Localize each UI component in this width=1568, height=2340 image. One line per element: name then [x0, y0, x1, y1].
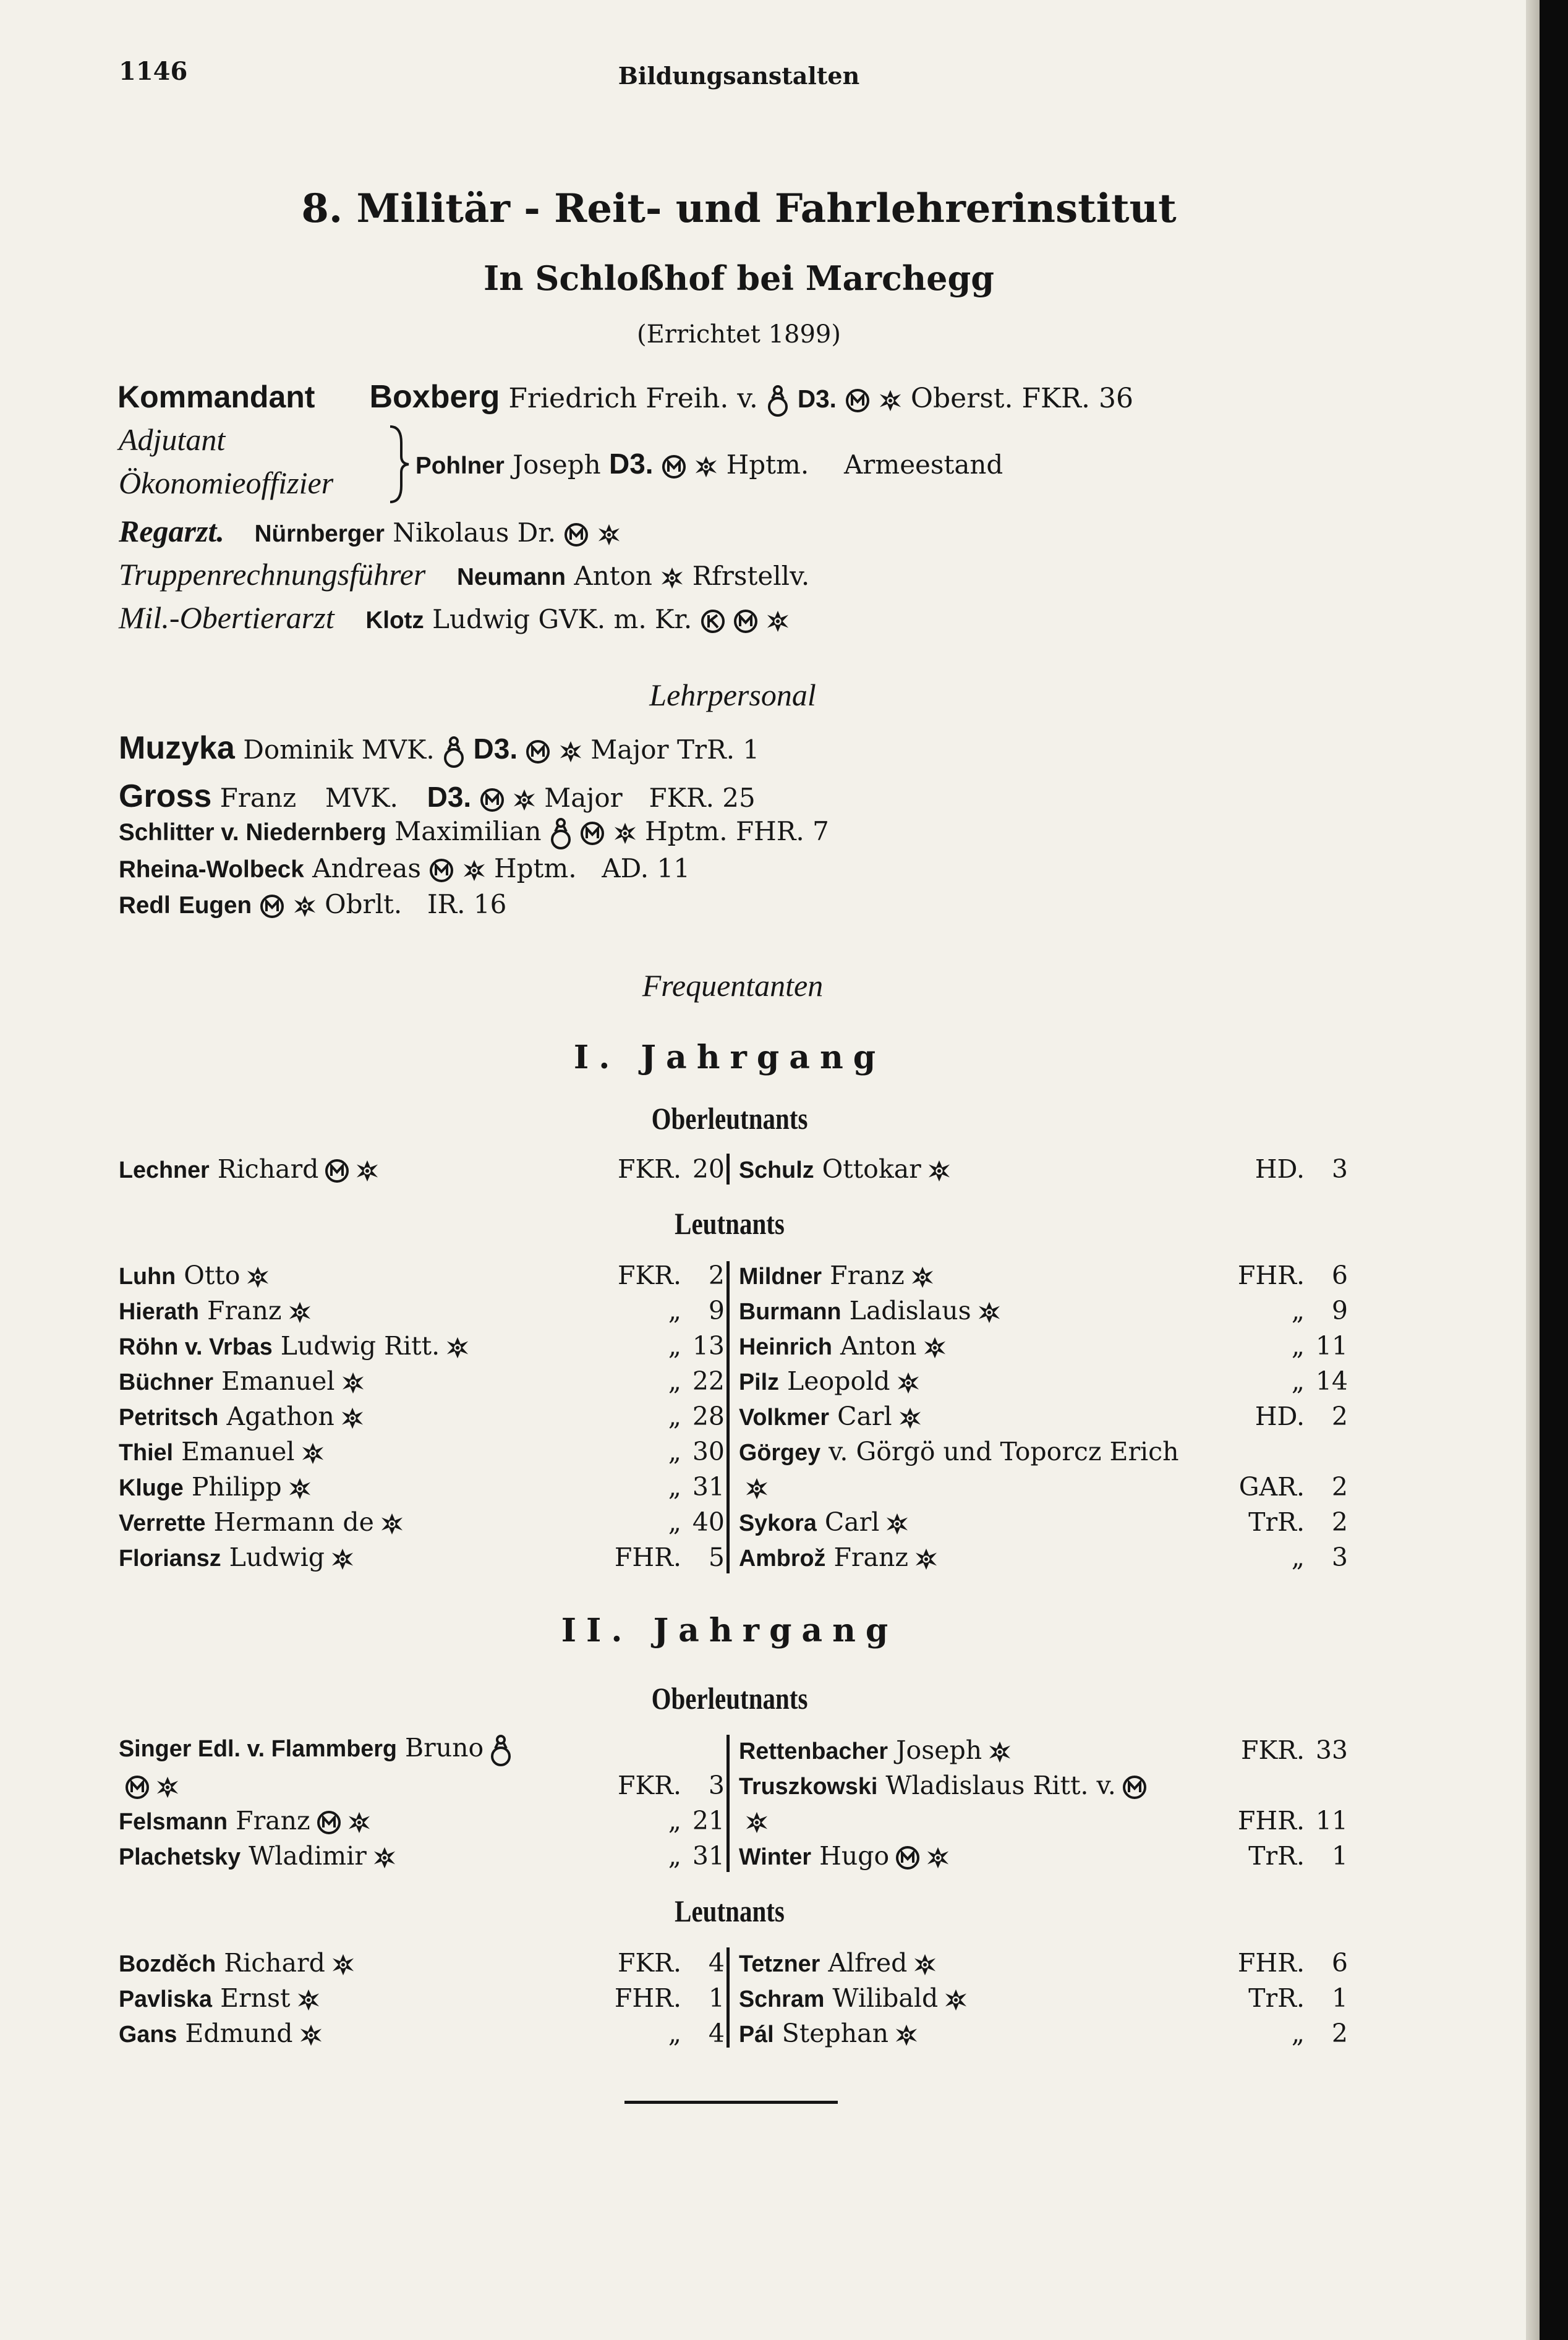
given-name: Franz: [207, 1295, 282, 1325]
cross-pattee-icon: [988, 1735, 1012, 1765]
circled-m-medal-icon: [895, 1841, 920, 1871]
frequentanten-heading: Frequentanten: [642, 968, 824, 1003]
roster-name: [119, 1151, 589, 1186]
surname: Bozděch: [119, 1950, 216, 1976]
roster-row: [119, 1434, 725, 1469]
regiment: TrR.: [1248, 1507, 1305, 1537]
given-name: Hugo: [819, 1840, 890, 1871]
roster-name: [739, 1539, 1212, 1575]
roster-row: [739, 2015, 1348, 2051]
jahrgang1-heading: I. Jahrgang: [573, 1039, 886, 1076]
surname: Kluge: [119, 1474, 184, 1500]
regiment-number: 11: [1315, 1330, 1348, 1361]
roster-name: [739, 1328, 1212, 1363]
roster-row: [739, 1732, 1348, 1768]
cross-pattee-icon: [923, 1331, 947, 1361]
regiment-number: 6: [1331, 1947, 1348, 1978]
roster-row: [119, 1328, 725, 1363]
regiment: „: [668, 1330, 681, 1361]
surname: Pavliska: [119, 1985, 213, 2012]
given-name: Carl: [824, 1507, 880, 1537]
regiment: TrR.: [1248, 1983, 1305, 2013]
regiment: „: [668, 1471, 681, 1502]
regiment: FHR.: [614, 1983, 681, 2013]
roster-name: [119, 1398, 589, 1434]
regiment-number: 2: [1331, 2018, 1348, 2048]
surname: Görgey: [739, 1439, 821, 1465]
roster-name: [739, 2015, 1212, 2051]
given-name: Anton: [840, 1330, 917, 1361]
surname: Lechner: [119, 1156, 210, 1183]
given-name: Ladislaus: [849, 1295, 971, 1325]
cross-pattee-icon: [373, 1841, 396, 1871]
pohlner-row: Pohlner Joseph D3. Hptm. Armeestand: [415, 448, 1003, 480]
roster-row: [739, 1504, 1348, 1539]
surname: Truszkowski: [739, 1772, 878, 1799]
cross-pattee-icon: [597, 517, 621, 548]
regiment-number: 3: [1331, 1154, 1348, 1184]
roster-name: [739, 1945, 1212, 1980]
regiment: FHR.: [1237, 1947, 1305, 1978]
regiment: „: [668, 1436, 681, 1466]
column-separator: [726, 1947, 730, 2048]
page-number: 1146: [119, 57, 188, 86]
roster-row: [119, 1838, 725, 1873]
regiment-number: 28: [692, 1401, 725, 1431]
circled-m-medal-icon: [564, 517, 589, 548]
obertierarzt-row: Mil.-Obertierarzt Klotz Ludwig GVK. m. Kr.: [119, 600, 790, 636]
regiment: „: [668, 1507, 681, 1537]
cross-pattee-icon: [356, 1154, 379, 1184]
cross-pattee-icon: [446, 1331, 469, 1361]
given-name: Wilibald: [832, 1983, 939, 2013]
regiment: „: [1291, 1295, 1305, 1325]
circled-m-medal-icon: [845, 383, 870, 414]
surname: Schram: [739, 1985, 825, 2012]
surname: Petritsch: [119, 1403, 219, 1430]
regiment: „: [1291, 2018, 1305, 2048]
circled-m-medal-icon: [260, 889, 284, 919]
surname: Hierath: [119, 1298, 199, 1324]
regiment-number: 21: [692, 1805, 725, 1836]
roster-row: [119, 1398, 725, 1434]
roster-name: [739, 1980, 1212, 2015]
running-title: Bildungsanstalten: [618, 62, 860, 90]
roster-row: [119, 1803, 725, 1838]
given-name: Agathon: [226, 1401, 334, 1431]
circled-m-medal-icon: [662, 449, 686, 480]
signum-laudis-icon: [490, 1733, 512, 1763]
roster-row: [119, 1293, 725, 1328]
regiment: FHR.: [614, 1542, 681, 1572]
cross-pattee-icon: [293, 889, 317, 919]
regiment-number: 2: [708, 1260, 725, 1290]
roster-row: [739, 1434, 1348, 1469]
adjutant-role: Adjutant: [119, 422, 226, 457]
regiment-number: 22: [692, 1366, 725, 1396]
signum-laudis-icon: [550, 816, 572, 846]
cross-pattee-icon: [694, 449, 718, 480]
cross-pattee-icon: [380, 1507, 404, 1537]
given-name: Richard: [217, 1154, 319, 1184]
roster-row: [119, 1539, 725, 1575]
cross-pattee-icon: [297, 1983, 320, 2013]
cross-pattee-icon: [895, 2019, 918, 2048]
founded-note: (Errichtet 1899): [637, 320, 841, 349]
roster-row: [739, 1398, 1348, 1434]
jahrgang2-ober-heading: Oberleutnants: [651, 1681, 808, 1716]
roster-row: [739, 1151, 1348, 1186]
cross-pattee-icon: [301, 1437, 325, 1466]
regiment-number: 1: [1331, 1983, 1348, 2013]
roster-row: [119, 1257, 725, 1293]
regiment-number: 30: [692, 1436, 725, 1466]
regiment-number: 31: [692, 1840, 725, 1871]
roster-row: [119, 1363, 725, 1398]
surname: Luhn: [119, 1262, 176, 1289]
regiment: „: [1291, 1330, 1305, 1361]
given-name: Edmund: [185, 2018, 293, 2048]
column-separator: [726, 1154, 730, 1185]
roster-row: [119, 1504, 725, 1539]
regiment: GAR.: [1238, 1471, 1305, 1502]
given-name: Franz: [236, 1805, 310, 1836]
regiment-number: 20: [692, 1154, 725, 1184]
surname: Tetzner: [739, 1950, 820, 1976]
given-name: Otto: [184, 1260, 241, 1290]
given-name: Richard: [224, 1947, 325, 1978]
given-name: Ernst: [220, 1983, 291, 2013]
regiment: [589, 1732, 681, 1768]
lehrer-redl: Redl Eugen Obrlt. IR. 16: [119, 889, 507, 919]
cross-pattee-icon: [927, 1154, 951, 1184]
roster-name: [119, 1328, 589, 1363]
cross-pattee-icon: [745, 1806, 769, 1836]
roster-name: [739, 1293, 1212, 1328]
j1-leut-left: [119, 1257, 725, 1575]
circled-m-medal-icon: [480, 783, 505, 813]
j2-ober-right: [739, 1732, 1348, 1873]
roster-row: [119, 1469, 725, 1504]
regiment-number: 40: [692, 1507, 725, 1537]
roster-name: [739, 1732, 1212, 1768]
regarzt-row: Regarzt. Nürnberger Nikolaus Dr.: [119, 513, 621, 549]
given-name: Alfred: [828, 1947, 908, 1978]
surname: Gans: [119, 2020, 177, 2047]
cross-pattee-icon: [897, 1366, 920, 1396]
regiment: [1212, 1434, 1305, 1469]
given-name: Joseph: [896, 1735, 982, 1765]
surname: Singer Edl. v. Flammberg: [119, 1735, 397, 1762]
cross-pattee-icon: [745, 1472, 769, 1502]
given-name: Emanuel: [181, 1436, 295, 1466]
roster-name: [119, 1768, 589, 1803]
regiment: TrR.: [1248, 1840, 1305, 1871]
given-name: Wladislaus Ritt. v.: [885, 1770, 1116, 1800]
regiment-number: 13: [692, 1330, 725, 1361]
regiment: „: [1291, 1542, 1305, 1572]
cross-pattee-icon: [978, 1296, 1001, 1325]
cross-pattee-icon: [341, 1402, 364, 1431]
surname: Sykora: [739, 1509, 817, 1536]
regiment: „: [668, 1840, 681, 1871]
cross-pattee-icon: [559, 734, 582, 765]
cross-pattee-icon: [911, 1261, 934, 1290]
regiment-number: 31: [692, 1471, 725, 1502]
regiment-number: 6: [1331, 1260, 1348, 1290]
regiment: „: [668, 1401, 681, 1431]
regiment-number: 9: [1331, 1295, 1348, 1325]
regiment: HD.: [1255, 1154, 1305, 1184]
surname: Thiel: [119, 1439, 174, 1465]
cross-pattee-icon: [944, 1983, 968, 2013]
roster-row: [119, 2015, 725, 2051]
cross-pattee-icon: [341, 1366, 365, 1396]
cross-pattee-icon: [347, 1806, 371, 1836]
column-separator: [726, 1735, 730, 1872]
jahrgang1-leut-heading: Leutnants: [675, 1206, 785, 1241]
surname: Winter: [739, 1843, 812, 1870]
surname: Pál: [739, 2020, 774, 2047]
circled-m-medal-icon: [317, 1806, 341, 1836]
cross-pattee-icon: [288, 1296, 312, 1325]
given-name: Franz: [833, 1542, 908, 1572]
roster-row: [739, 1945, 1348, 1980]
roster-name: [739, 1803, 1212, 1838]
jahrgang2-leut-heading: Leutnants: [675, 1894, 785, 1928]
cross-pattee-icon: [766, 604, 790, 634]
roster-row: [119, 1945, 725, 1980]
kommandant-row: Kommandant Boxberg Friedrich Freih. v. D3. Oberst. FKR. 36: [117, 379, 1133, 415]
roster-name: [739, 1469, 1212, 1504]
roster-row: [119, 1980, 725, 2015]
signum-laudis-icon: [443, 734, 465, 765]
lehrer-schlitter: Schlitter v. Niedernberg Maximilian Hptm. FHR. 7: [119, 816, 829, 850]
circled-m-medal-icon: [1122, 1771, 1147, 1800]
circled-m-medal-icon: [733, 604, 758, 634]
surname: Verrette: [119, 1509, 206, 1536]
regiment-number: 1: [1331, 1840, 1348, 1871]
roster-name: [119, 1539, 589, 1575]
regiment-number: 4: [708, 1947, 725, 1978]
regiment: „: [668, 2018, 681, 2048]
roster-row: [119, 1151, 725, 1186]
surname: Plachetsky: [119, 1843, 241, 1870]
circled-m-medal-icon: [580, 816, 605, 846]
roster-name: [739, 1434, 1212, 1469]
cross-pattee-icon: [246, 1261, 270, 1290]
given-name: Wladimir: [249, 1840, 367, 1871]
given-name: Ottokar: [822, 1154, 921, 1184]
roster-name: [739, 1363, 1212, 1398]
roster-name: [739, 1768, 1212, 1803]
regiment-number: 4: [708, 2018, 725, 2048]
roster-name: [119, 1363, 589, 1398]
j1-leut-right: [739, 1257, 1348, 1575]
surname: Ambrož: [739, 1544, 826, 1571]
column-separator: [726, 1261, 730, 1573]
surname: Burmann: [739, 1298, 842, 1324]
given-name: Stephan: [782, 2018, 888, 2048]
regiment: „: [1291, 1366, 1305, 1396]
regiment-number: 3: [1331, 1542, 1348, 1572]
roster-name: [119, 1434, 589, 1469]
given-name: Hermann de: [213, 1507, 374, 1537]
cross-pattee-icon: [898, 1402, 922, 1431]
regiment-number: 2: [1331, 1401, 1348, 1431]
section-title: 8. Militär - Reit- und Fahrlehrerinstitut: [301, 185, 1177, 232]
roster-name: [119, 1469, 589, 1504]
regiment-number: 5: [708, 1542, 725, 1572]
regiment: FKR.: [1241, 1735, 1305, 1765]
roster-name: [119, 1293, 589, 1328]
regiment-number: 2: [1331, 1471, 1348, 1502]
regiment-number: 33: [1315, 1735, 1348, 1765]
roster-name: [119, 1257, 589, 1293]
surname: Heinrich: [739, 1333, 832, 1359]
regiment: FKR.: [618, 1260, 681, 1290]
lehrpersonal-heading: Lehrpersonal: [649, 678, 816, 712]
regiment-number: 14: [1315, 1366, 1348, 1396]
roster-row: [739, 1363, 1348, 1398]
oekonomie-role: Ökonomieoffizier: [119, 466, 334, 500]
regiment: FKR.: [618, 1947, 681, 1978]
regiment-number: [681, 1732, 725, 1768]
roster-row: [739, 1803, 1348, 1838]
given-name: Leopold: [787, 1366, 890, 1396]
regiment: FHR.: [1237, 1805, 1305, 1836]
roster-name: [119, 1732, 589, 1768]
circled-m-medal-icon: [429, 853, 454, 883]
end-rule: [624, 2101, 838, 2104]
cross-pattee-icon: [462, 853, 486, 883]
roster-row: [739, 1257, 1348, 1293]
jahrgang2-heading: II. Jahrgang: [561, 1612, 898, 1649]
roster-name: [119, 1980, 589, 2015]
regiment: „: [668, 1805, 681, 1836]
surname: Büchner: [119, 1368, 213, 1395]
roster-name: [119, 1838, 589, 1873]
regiment: FHR.: [1237, 1260, 1305, 1290]
given-name: Franz: [830, 1260, 905, 1290]
regiment-number: 1: [708, 1983, 725, 2013]
j2-leut-left: [119, 1945, 725, 2051]
jahrgang1-ober-heading: Oberleutnants: [651, 1101, 808, 1136]
circled-m-medal-icon: [325, 1154, 349, 1184]
section-subtitle: In Schloßhof bei Marchegg: [484, 258, 994, 298]
cross-pattee-icon: [288, 1472, 312, 1502]
cross-pattee-icon: [660, 561, 684, 591]
regiment-number: [1305, 1434, 1348, 1469]
regiment-number: 9: [708, 1295, 725, 1325]
roster-row: [739, 1838, 1348, 1873]
roster-row: [119, 1768, 725, 1803]
j2-ober-left: [119, 1732, 725, 1873]
regiment-number: 2: [1331, 1507, 1348, 1537]
given-name: Ludwig: [229, 1542, 325, 1572]
roster-name: [119, 2015, 589, 2051]
regiment: „: [668, 1366, 681, 1396]
j1-ober-left: [119, 1151, 725, 1186]
circled-k-medal-icon: [701, 604, 725, 634]
truppenrechnungsfuehrer-row: Truppenrechnungsführer Neumann Anton Rfrstellv.: [119, 557, 810, 592]
given-name: Emanuel: [221, 1366, 335, 1396]
given-name: Bruno: [404, 1733, 484, 1763]
roster-name: [739, 1838, 1212, 1873]
roster-name: [119, 1803, 589, 1838]
regiment-number: [1305, 1768, 1348, 1803]
given-name: Philipp: [191, 1471, 282, 1502]
roster-row: [739, 1980, 1348, 2015]
cross-pattee-icon: [879, 383, 902, 414]
roster-row: [739, 1328, 1348, 1363]
cross-pattee-icon: [613, 816, 637, 846]
given-name: Carl: [837, 1401, 892, 1431]
cross-pattee-icon: [299, 2019, 323, 2048]
surname: Mildner: [739, 1262, 822, 1289]
surname: Floriansz: [119, 1544, 221, 1571]
given-name: Ludwig Ritt.: [280, 1330, 440, 1361]
cross-pattee-icon: [513, 783, 536, 813]
surname: Pilz: [739, 1368, 779, 1395]
roster-row: [119, 1732, 725, 1768]
roster-row: [739, 1539, 1348, 1575]
roster-name: [119, 1945, 589, 1980]
surname: Schulz: [739, 1156, 814, 1183]
cross-pattee-icon: [885, 1507, 909, 1537]
circled-m-medal-icon: [125, 1771, 150, 1800]
j1-ober-right: [739, 1151, 1348, 1186]
cross-pattee-icon: [156, 1771, 179, 1800]
surname: Röhn v. Vrbas: [119, 1333, 273, 1359]
surname: Felsmann: [119, 1808, 228, 1834]
roster-name: [739, 1398, 1212, 1434]
regiment-number: 11: [1315, 1805, 1348, 1836]
surname: Volkmer: [739, 1403, 830, 1430]
cross-pattee-icon: [331, 1948, 355, 1978]
brace-icon: [386, 424, 411, 504]
roster-name: [739, 1257, 1212, 1293]
lehrer-rheina: Rheina-Wolbeck Andreas Hptm. AD. 11: [119, 853, 690, 883]
roster-name: [119, 1504, 589, 1539]
cross-pattee-icon: [926, 1841, 950, 1871]
cross-pattee-icon: [331, 1542, 354, 1572]
cross-pattee-icon: [913, 1948, 937, 1978]
surname: Rettenbacher: [739, 1737, 888, 1764]
roster-row: [739, 1768, 1348, 1803]
regiment: „: [668, 1295, 681, 1325]
regiment: FKR.: [618, 1154, 681, 1184]
lehrer-muzyka: Muzyka Dominik MVK. D3. Major TrR. 1: [119, 730, 760, 766]
roster-row: [739, 1293, 1348, 1328]
given-name: v. Görgö und Toporcz Erich: [829, 1436, 1179, 1466]
j2-leut-right: [739, 1945, 1348, 2051]
regiment: FKR.: [618, 1770, 681, 1800]
roster-row: [739, 1469, 1348, 1504]
cross-pattee-icon: [914, 1542, 938, 1572]
circled-m-medal-icon: [526, 734, 550, 765]
regiment-number: 3: [708, 1770, 725, 1800]
regiment: HD.: [1255, 1401, 1305, 1431]
signum-laudis-icon: [767, 383, 789, 414]
regiment: [1212, 1768, 1305, 1803]
lehrer-gross: Gross Franz MVK. D3. Major FKR. 25: [119, 778, 756, 814]
roster-name: [739, 1151, 1212, 1186]
roster-name: [739, 1504, 1212, 1539]
